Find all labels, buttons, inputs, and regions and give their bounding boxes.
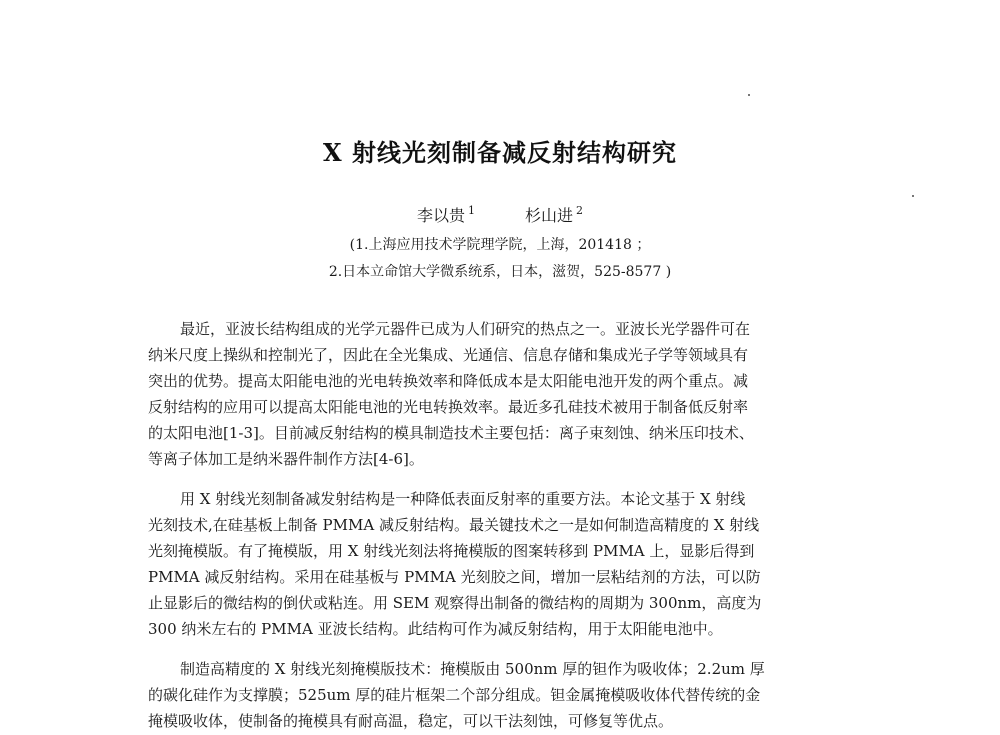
affiliation-2: 2.日本立命馆大学微系统系，日本，滋贺，525-8577 ) (328, 264, 672, 280)
paragraph-3-line: 制造高精度的 X 射线光刻掩模版技术：掩模版由 500nm 厚的钽作为吸收体；2.2um 厚 (180, 660, 765, 678)
author-line (0, 203, 1000, 226)
author-1-affiliation-mark: 1 (468, 204, 475, 217)
scan-speck (912, 195, 914, 197)
paragraph-2-line: 光刻技术,在硅基板上制备 PMMA 减反射结构。最关键技术之一是如何制造高精度的 X 射线 (148, 516, 760, 534)
paragraph-3-line: 掩模吸收体，使制备的掩模具有耐高温，稳定，可以干法刻蚀，可修复等优点。 (148, 712, 674, 730)
scan-speck (748, 94, 750, 96)
affiliation-1: (1.上海应用技术学院理学院，上海，201418 ； (349, 237, 651, 253)
paragraph-2-line: 止显影后的微结构的倒伏或粘连。用 SEM 观察得出制备的微结构的周期为 300nm，高度为 (148, 594, 762, 612)
paragraph-1-line: 反射结构的应用可以提高太阳能电池的光电转换效率。最近多孔硅技术被用于制备低反射率 (148, 398, 749, 416)
paragraph-1 (148, 316, 848, 472)
paragraph-1-line: 的太阳电池[1-3]。目前减反射结构的模具制造技术主要包括：离子束刻蚀、纳米压印技术、 (148, 424, 754, 442)
paragraph-3 (148, 656, 848, 734)
paragraph-1-line: 突出的优势。提高太阳能电池的光电转换效率和降低成本是太阳能电池开发的两个重点。减 (148, 372, 749, 390)
paper-title: X 射线光刻制备减反射结构研究 (323, 138, 677, 167)
paragraph-2-line: PMMA 减反射结构。采用在硅基板与 PMMA 光刻胶之间，增加一层粘结剂的方法，可以防 (148, 568, 761, 586)
author-1 (417, 203, 475, 226)
author-2-affiliation-mark: 2 (576, 204, 584, 217)
author-1-name: 李以贵 (416, 206, 465, 225)
paragraph-2-line: 用 X 射线光刻制备减发射结构是一种降低表面反射率的重要方法。本论文基于 X 射线 (180, 490, 746, 508)
paragraph-1-line: 纳米尺度上操纵和控制光了，因此在全光集成、光通信、信息存储和集成光子学等领域具有 (148, 346, 749, 364)
paragraph-1-line: 最近，亚波长结构组成的光学元器件已成为人们研究的热点之一。亚波长光学器件可在 (180, 320, 751, 338)
paragraph-2-line: 光刻掩模版。有了掩模版，用 X 射线光刻法将掩模版的图案转移到 PMMA 上，显影后得到 (148, 542, 755, 560)
paragraph-2 (148, 486, 848, 642)
author-2 (525, 203, 583, 226)
paragraph-1-line: 等离子体加工是纳米器件制作方法[4-6]。 (148, 450, 424, 468)
paragraph-3-line: 的碳化硅作为支撑膜；525um 厚的硅片框架二个部分组成。钽金属掩模吸收体代替传统的金 (148, 686, 761, 704)
paragraph-2-line: 300 纳米左右的 PMMA 亚波长结构。此结构可作为减反射结构，用于太阳能电池中。 (148, 620, 723, 638)
author-2-name: 杉山进 (525, 206, 574, 225)
